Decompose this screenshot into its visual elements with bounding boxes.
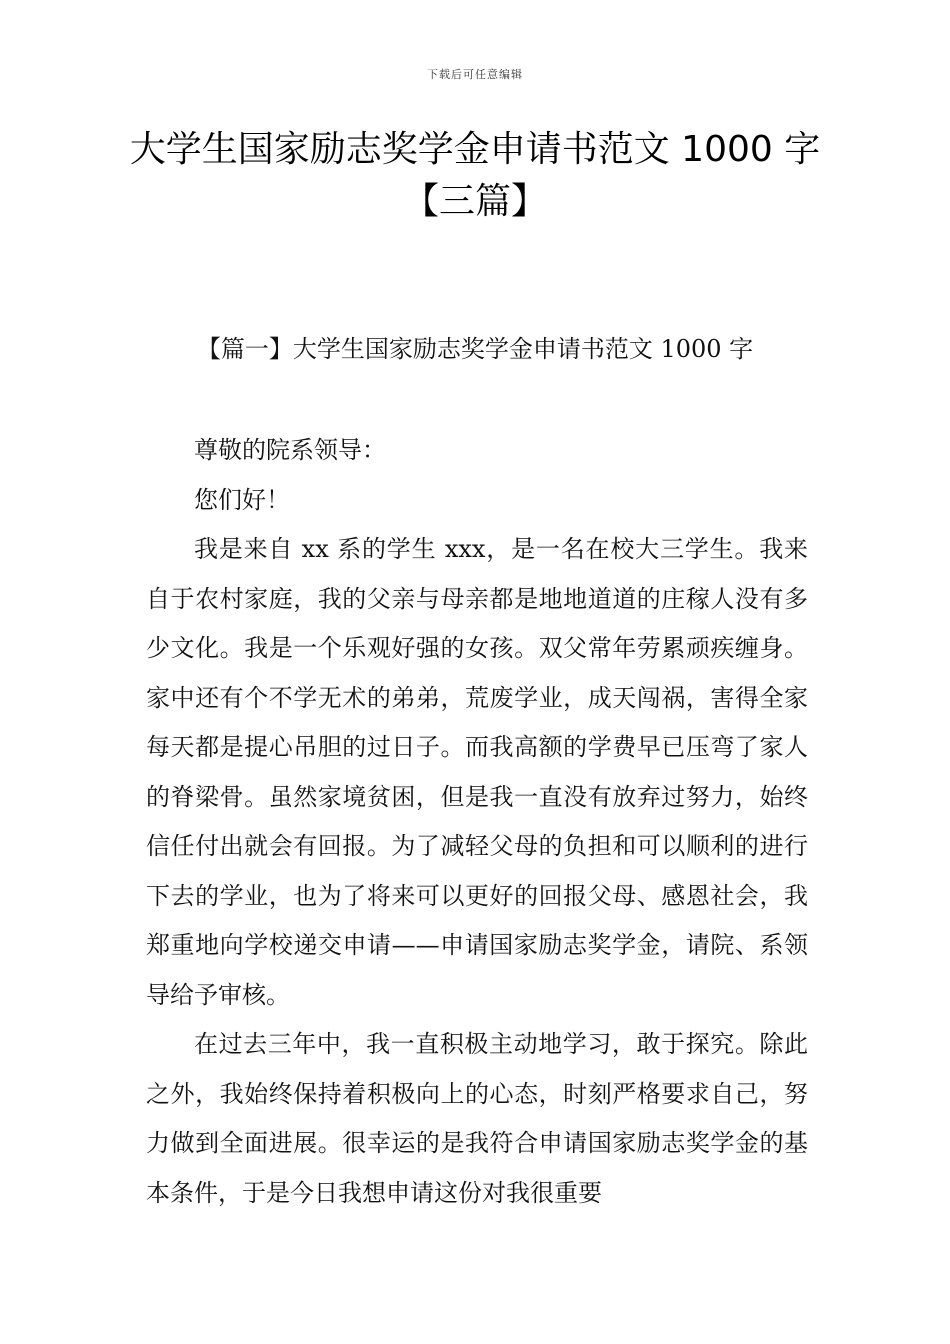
document-title-line-2: 【三篇】	[402, 181, 547, 222]
body-paragraph: 我是来自 xx 系的学生 xxx，是一名在校大三学生。我来自于农村家庭，我的父亲与母亲都是地地道道的庄稼人没有多少文化。我是一个乐观好强的女孩。双父常年劳累顽疾缠身。家中还有个不学无术的弟弟，荒废学业，成天闯祸，害得全家每天都是提心吊胆的过日子。而我高额的学费早已压弯了家人的脊梁骨。虽然家境贫困，但是我一直没有放弃过努力，始终信任付出就会有回报。为了减轻父母的负担和可以顺利的进行下去的学业，也为了将来可以更好的回报父母、感恩社会，我郑重地向学校递交申请——申请国家励志奖学金，请院、系领导给予审核。	[146, 535, 808, 1009]
header-note: 下载后可任意编辑	[427, 68, 523, 81]
document-title-line-1: 大学生国家励志奖学金申请书范文 1000 字	[129, 129, 821, 170]
greeting: 您们好！	[194, 485, 290, 514]
salutation: 尊敬的院系领导：	[194, 436, 386, 464]
document-title	[100, 124, 850, 228]
section-heading: 【篇一】大学生国家励志奖学金申请书范文 1000 字	[196, 335, 754, 363]
body-paragraph: 在过去三年中，我一直积极主动地学习，敢于探究。除此之外，我始终保持着积极向上的心态，时刻严格要求自己，努力做到全面进展。很幸运的是我符合申请国家励志奖学金的基本条件，于是今日我想申请这份对我很重要	[146, 1030, 808, 1207]
letter-body	[146, 426, 808, 1218]
